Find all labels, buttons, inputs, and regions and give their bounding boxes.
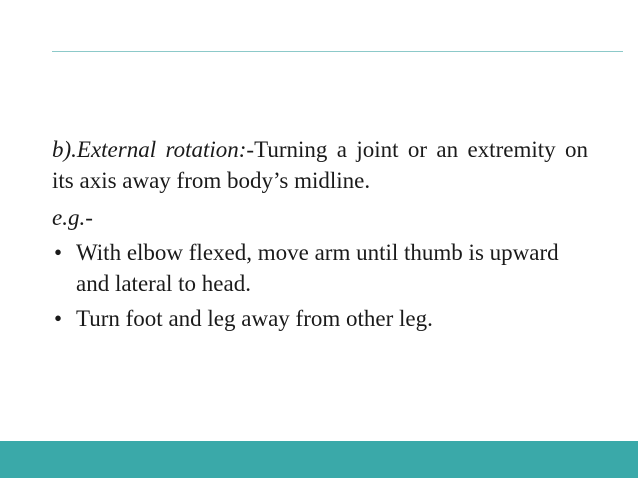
footer-accent-bar xyxy=(0,441,638,478)
example-list xyxy=(52,237,588,334)
list-item xyxy=(52,303,588,334)
list-item-text: With elbow flexed, move arm until thumb is upward and lateral to head. xyxy=(76,240,559,296)
bullet-icon: • xyxy=(54,306,63,331)
slide-body xyxy=(52,134,588,338)
bullet-icon: • xyxy=(54,240,63,265)
definition-text: Turning a joint or an extremity on its axis away from body’s midline. xyxy=(52,137,588,193)
header-divider xyxy=(52,51,623,52)
definition-paragraph xyxy=(52,134,588,196)
list-item-text: Turn foot and leg away from other leg. xyxy=(76,306,433,331)
example-label: e.g.- xyxy=(52,205,93,230)
list-item xyxy=(52,237,588,299)
definition-term: b).External rotation:- xyxy=(52,137,255,162)
